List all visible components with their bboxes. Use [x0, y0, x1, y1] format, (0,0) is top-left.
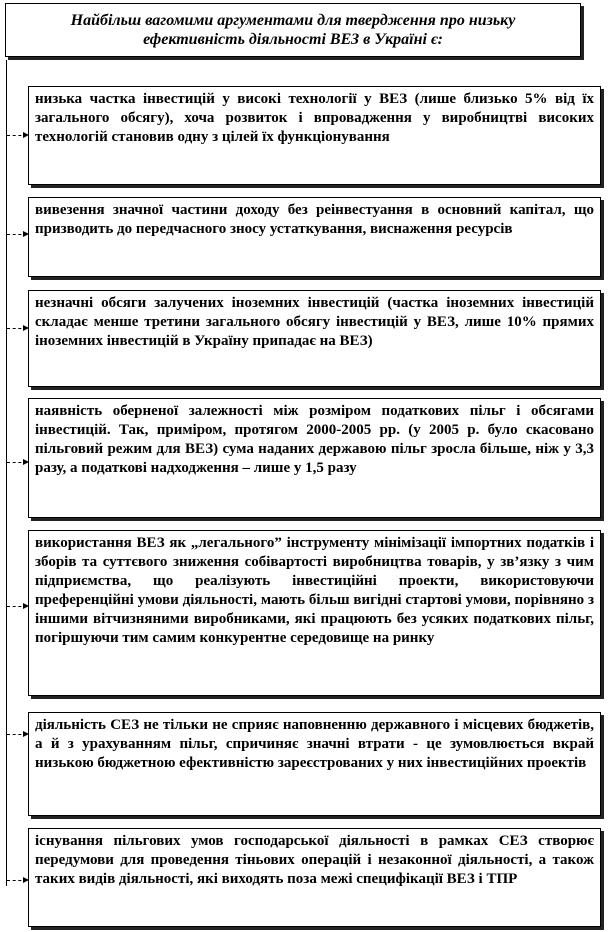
arrow-connector — [7, 328, 27, 329]
title-box — [5, 3, 581, 57]
argument-box — [28, 828, 601, 927]
argument-box — [28, 398, 601, 518]
argument-text: діяльність СЕЗ не тільки не сприяє наповненню державного і місцевих бюджетів, а й з урахуванням пільг, спричиняє значні втрати - це зумовлюється вкрай низькою бюджетною ефективністю зареєстрованих у них інвестиційних проектів — [35, 717, 594, 771]
arrow-connector — [7, 135, 27, 136]
argument-box — [28, 290, 601, 387]
argument-text: низька частка інвестицій у високі технології у ВЕЗ (лише близько 5% від їх загального обсягу), хоча розвиток і впровадження у виробництві високих технологій становив одну з цілей їх функціонування — [35, 91, 594, 145]
arrow-connector — [7, 606, 27, 607]
argument-box — [28, 86, 601, 185]
arrow-connector — [7, 734, 27, 735]
argument-text: використання ВЕЗ як „легального” інструменту мінімізації імпортних податків і зборів та суттєвого зниження собівартості виробництва товарів, у зв’язку з чим підприємства, що реалізують інвестиційні проекти, використовуючи преференційні умови діяльності, мають більш вигідні стартові умови, порівняно з іншими вітчизняними виробниками, які працюють без усяких податкових пільг, погіршуючи тим самим конкурентне середовище на ринку — [35, 535, 594, 646]
argument-text: наявність оберненої залежності між розміром податкових пільг і обсягами інвестицій. Так, приміром, протягом 2000-2005 рр. (у 2005 р. було скасовано пільговий режим для ВЕЗ) сума наданих державою пільг зросла більше, ніж у 3,3 разу, а податкові надходження – лише у 1,5 разу — [35, 403, 594, 476]
argument-text: вивезення значної частини доходу без реінвестуання в основний капітал, що призводить до передчасного зносу устаткування, виснаження ресурсів — [35, 202, 594, 237]
argument-box — [28, 197, 601, 277]
trunk-line — [6, 60, 7, 886]
argument-text: існування пільгових умов господарської діяльності в рамках СЕЗ створює передумови для проведення тіньових операцій і незаконної діяльності, а також таких видів діяльності, які виходять поза межі специфікації ВЕЗ і ТПР — [35, 833, 594, 887]
argument-text: незначні обсяги залучених іноземних інвестицій (частка іноземних інвестицій складає менше третини загального обсягу інвестицій у ВЕЗ, лише 10% прямих іноземних інвестицій в Україну припадає на ВЕЗ) — [35, 295, 594, 349]
arrow-connector — [7, 880, 27, 881]
arrow-connector — [7, 234, 27, 235]
argument-box — [28, 530, 601, 696]
diagram-title: Найбільш вагомими аргументами для твердження про низьку ефективність діяльності ВЕЗ в Україні є: — [70, 12, 516, 48]
arrow-connector — [7, 462, 27, 463]
argument-box — [28, 712, 601, 816]
